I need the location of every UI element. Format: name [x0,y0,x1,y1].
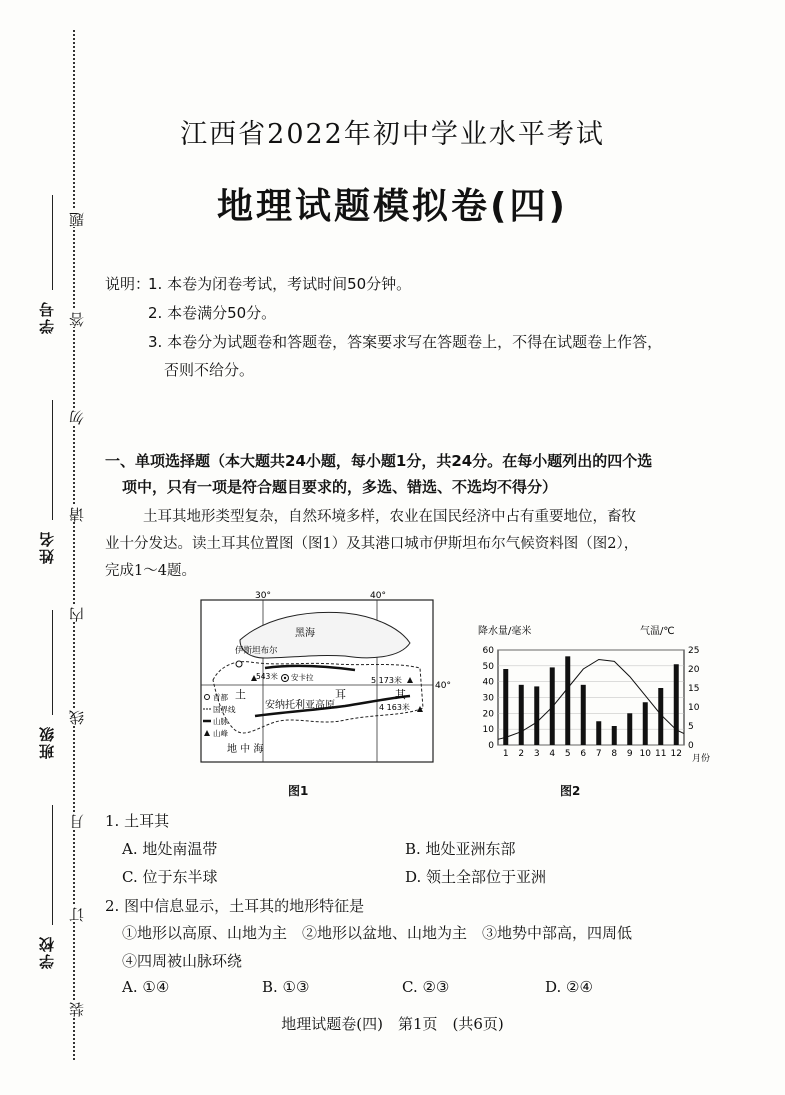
intro-text: 业十分发达。读土耳其位置图（图1）及其港口城市伊斯坦布尔气候资料图（图2）， [105,536,639,552]
figure2-caption: 图2 [560,784,581,798]
x-tick-label: 11 [655,749,667,759]
y-right-tick-label: 20 [688,665,700,675]
question-2-option[interactable]: D. ②④ [545,978,593,996]
lon-40-label: 40° [370,591,386,601]
field-class: 班级 [38,725,56,759]
turkey-location-map [195,588,455,768]
legend-label: 山峰 [213,729,228,738]
margin-char: 月 [68,812,86,829]
question-1-option[interactable]: A. 地处南温带 [122,840,218,858]
intro-text: 土耳其地形类型复杂，自然环境多样，农业在国民经济中占有重要地位，畜牧 [143,509,636,525]
margin-char: 线 [68,708,86,725]
precip-bar [612,726,617,745]
precip-bar [565,656,570,745]
precip-bar [503,669,508,745]
field-school: 学校 [38,935,56,969]
school-blank [52,805,53,925]
y-left-tick-label: 30 [482,693,494,704]
margin-char: 订 [68,905,86,922]
istanbul-climate-chart [470,618,730,768]
instruction-item: 否则不给分。 [164,361,255,379]
right-axis-title: 气温/℃ [640,626,675,637]
lat-40-label: 40° [435,681,451,691]
field-student-number: 学号 [38,300,56,334]
left-axis-title: 降水量/毫米 [478,626,532,637]
question-1-option[interactable]: C. 位于东半球 [122,868,218,886]
y-right-tick-label: 15 [688,684,700,694]
y-left-tick-label: 40 [482,677,494,688]
elev-label: 5 173米 [371,676,402,685]
precipitation-bars [503,656,679,745]
y-left-tick-label: 50 [482,661,494,672]
month-unit-label: 月份 [692,754,711,764]
figure1-caption: 图1 [288,784,309,798]
x-tick-label: 7 [595,749,602,759]
y-right-tick-label: 10 [688,703,700,713]
x-tick-label: 3 [533,749,540,759]
question-1-option[interactable]: D. 领土全部位于亚洲 [405,868,547,886]
y-right-tick-label: 5 [688,722,694,732]
y-right-tick-label: 25 [688,646,700,656]
precip-bar [550,667,555,745]
margin-char: 请 [68,505,86,522]
x-tick-label: 9 [626,749,633,759]
instruction-item: 1. 本卷为闭卷考试，考试时间50分钟。 [148,275,412,293]
x-tick-label: 12 [670,749,682,759]
precip-bar [643,702,648,745]
black-sea-label: 黑海 [295,628,315,639]
question-2-option[interactable]: A. ①④ [122,978,170,996]
paper-title: 地理试题模拟卷(四) [217,186,568,227]
instructions-lead: 说明： [105,275,151,293]
page-footer: 地理试题卷(四) 第1页 (共6页) [281,1015,504,1033]
istanbul-marker [236,661,242,667]
instruction-item: 3. 本卷分为试题卷和答题卷，答案要求写在答题卷上，不得在试题卷上作答， [148,333,663,351]
exam-title: 江西省2022年初中学业水平考试 [180,119,605,150]
question-2-option[interactable]: B. ①③ [262,978,310,996]
x-tick-label: 10 [639,749,651,759]
x-tick-label: 1 [502,749,509,759]
margin-char: 内 [68,605,86,622]
precip-bar [519,685,524,745]
turkey-char: 耳 [335,688,346,701]
section-heading: 项中，只有一项是符合题目要求的，多选、错选、不选均不得分） [122,478,558,496]
x-tick-label: 6 [580,749,587,759]
precip-bar [674,664,679,745]
y-right-tick-label: 0 [688,741,694,751]
legend-label: 国界线 [213,705,236,714]
elev-label: 543米 [256,672,278,681]
precip-bar [627,713,632,745]
turkey-char: 土 [235,688,246,701]
name-blank [52,400,53,520]
margin-char: 答 [68,310,86,327]
lon-30-label: 30° [255,591,271,601]
question-2-statements: ①地形以高原、山地为主 ②地形以盆地、山地为主 ③地势中部高，四周低 [122,924,633,942]
y-left-tick-label: 60 [482,646,494,656]
question-1-stem: 1. 土耳其 [105,812,170,830]
x-tick-label: 4 [549,749,556,759]
axis-tick-labels [483,646,700,759]
margin-char: 题 [68,210,86,227]
intro-text: 完成1～4题。 [105,563,196,579]
section-heading: 一、单项选择题（本大题共24小题，每小题1分，共24分。在每小题列出的四个选 [105,452,653,470]
class-blank [52,610,53,715]
x-tick-label: 2 [518,749,525,759]
question-2-statements: ④四周被山脉环绕 [122,952,243,970]
instruction-item: 2. 本卷满分50分。 [148,304,277,322]
precip-bar [534,686,539,745]
turkey-char: 其 [395,688,406,701]
ankara-label: 安卡拉 [291,673,314,682]
istanbul-label: 伊斯坦布尔 [235,646,278,656]
legend-capital-icon [205,695,210,700]
y-left-tick-label: 0 [488,741,494,751]
plateau-label: 安纳托利亚高原 [265,700,335,711]
elev-label: 4 163米 [379,703,410,712]
question-1-option[interactable]: B. 地处亚洲东部 [405,840,516,858]
y-left-tick-label: 10 [482,725,494,736]
ankara-marker-dot [284,677,286,679]
x-tick-label: 5 [564,749,571,759]
precip-bar [581,685,586,745]
temperature-line [498,660,684,740]
margin-char: 装 [68,1000,86,1017]
precip-bar [596,721,601,745]
med-sea-label: 地 中 海 [227,744,264,755]
question-2-option[interactable]: C. ②③ [402,978,450,996]
legend-label: 首都 [213,693,228,702]
legend-label: 山脉 [213,717,228,726]
y-left-tick-label: 20 [482,709,494,720]
margin-char: 勿 [68,408,86,425]
field-name: 姓名 [38,530,56,564]
x-tick-label: 8 [611,749,618,759]
question-2-stem: 2. 图中信息显示，土耳其的地形特征是 [105,897,365,915]
